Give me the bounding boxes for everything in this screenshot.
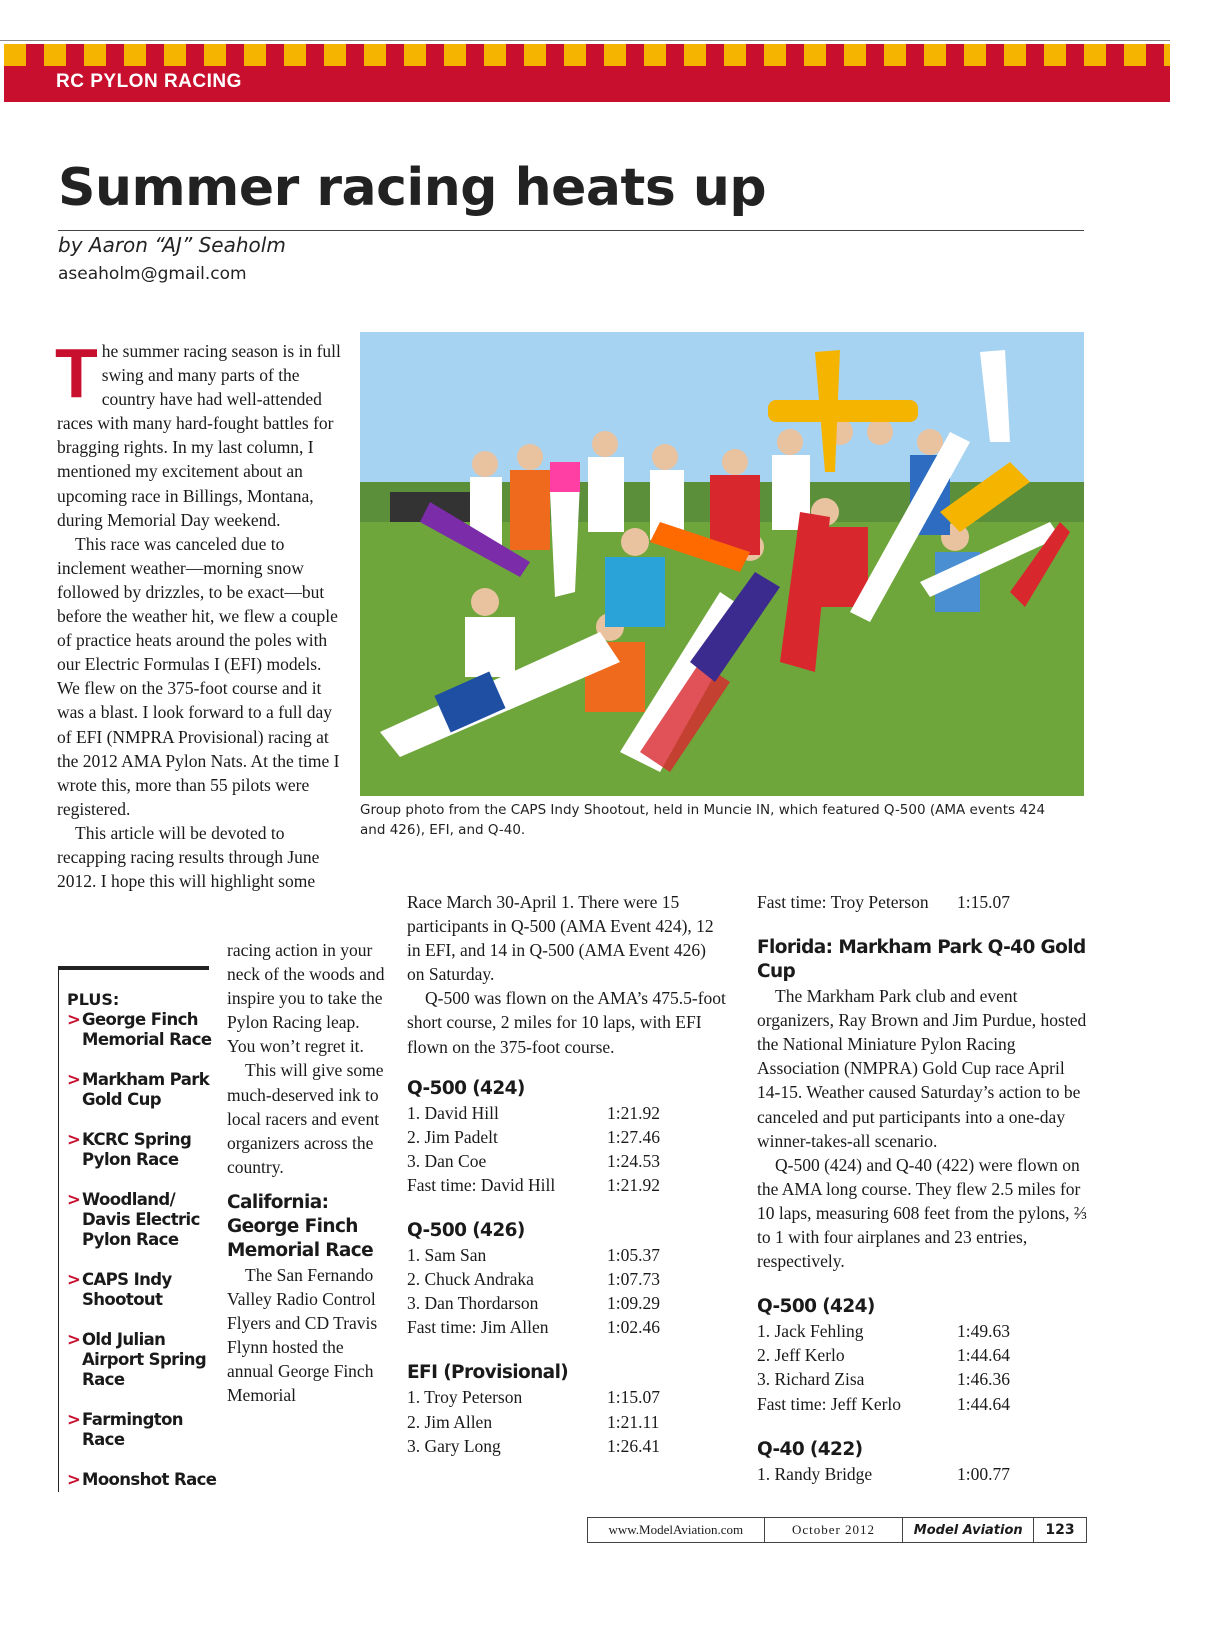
byline: by Aaron “AJ” Seaholm — [58, 233, 286, 257]
page-footer — [587, 1517, 1087, 1543]
results-column-3 — [757, 890, 1087, 1486]
result-row: Fast time: Troy Peterson 1:15.07 — [757, 892, 1010, 912]
col2-paragraph-1: Race March 30-April 1. There were 15 participants in Q-500 (AMA Event 424), 12 in EFI, and 14 in Q-500 (AMA Event 426) on Saturday. — [407, 892, 714, 985]
footer-url[interactable]: www.ModelAviation.com — [588, 1518, 765, 1542]
plus-item[interactable]: > George Finch Memorial Race — [67, 1010, 212, 1049]
continuation-paragraph-1: racing action in your neck of the woods and inspire you to take the Pylon Racing leap. You won’t regret it. — [227, 940, 385, 1057]
california-heading: California: George Finch Memorial Race — [227, 1191, 374, 1261]
result-row: Fast time: Jeff Kerlo 1:44.64 — [757, 1393, 1010, 1414]
checker-pattern — [4, 44, 1170, 66]
section-label: RC PYLON RACING — [56, 71, 242, 92]
title-rule — [58, 230, 1084, 231]
plus-item[interactable]: > Old Julian Airport Spring Race — [67, 1330, 207, 1389]
california-paragraph-1: The San Fernando Valley Radio Control Flyers and CD Travis Flynn hosted the annual George Finch Memorial — [227, 1264, 378, 1406]
intro-column — [55, 334, 347, 893]
result-row: Fast time: Jim Allen 1:02.46 — [407, 1317, 660, 1338]
result-row: 1. Randy Bridge 1:00.77 — [757, 1463, 1010, 1484]
photo-illustration — [360, 332, 1084, 796]
result-row: 2. Chuck Andraka 1:07.73 — [407, 1269, 660, 1290]
result-row: Fast time: David Hill 1:21.92 — [407, 1174, 660, 1195]
group-photo — [360, 332, 1084, 796]
top-rule — [0, 40, 1170, 41]
arrow-icon: > — [67, 1130, 81, 1149]
results-heading: Q-500 (426) — [407, 1220, 525, 1242]
plus-item[interactable]: > Woodland/ Davis Electric Pylon Race — [67, 1190, 200, 1249]
florida-heading: Florida: Markham Park Q-40 Gold Cup — [757, 937, 1086, 983]
article-title: Summer racing heats up — [58, 158, 767, 218]
arrow-icon: > — [67, 1470, 81, 1489]
intro-paragraph-3: This article will be devoted to recapping racing results through June 2012. I hope this will highlight some — [57, 822, 320, 892]
result-row: 3. Gary Long 1:26.41 — [407, 1435, 660, 1456]
results-column-2 — [407, 890, 727, 1458]
footer-magazine: Model Aviation — [903, 1518, 1034, 1542]
plus-heading: PLUS: — [67, 990, 120, 1009]
results-heading: Q-500 (424) — [407, 1077, 525, 1099]
intro-paragraph-2: This race was canceled due to inclement weather—morning snow followed by drizzles, to be exact—but before the weather hit, we flew a couple of practice heats around the poles with our Electric Formulas I (EFI) models. We flew on the 375-foot course and it was a blast. I look forward to a full day of EFI (NMPRA Provisional) racing at the 2012 AMA Pylon Nats. At the time I wrote this, more than 55 pilots were registered. — [57, 533, 340, 819]
section-band — [4, 44, 1170, 102]
result-row: 1. David Hill 1:21.92 — [407, 1102, 660, 1123]
arrow-icon: > — [67, 1410, 81, 1429]
plus-item[interactable]: > Markham Park Gold Cup — [67, 1070, 210, 1109]
results-heading: Q-40 (422) — [757, 1438, 863, 1460]
drop-cap: T — [55, 334, 98, 412]
arrow-icon: > — [67, 1270, 81, 1289]
result-row: 2. Jim Allen 1:21.11 — [407, 1411, 660, 1432]
florida-paragraph-2: Q-500 (424) and Q-40 (422) were flown on the AMA long course. They flew 2.5 miles for 10 laps, measuring 608 feet from the pylons, ⅔ to 1 with four airplanes and 23 entries, respectively. — [757, 1154, 1088, 1272]
arrow-icon: > — [67, 1070, 81, 1089]
continuation-column — [227, 938, 387, 1408]
results-heading: Q-500 (424) — [757, 1296, 875, 1318]
plus-item[interactable]: > Farmington Race — [67, 1410, 183, 1449]
result-row: 2. Jim Padelt 1:27.46 — [407, 1126, 660, 1147]
results-heading: EFI (Provisional) — [407, 1362, 569, 1384]
result-row: 1. Sam San 1:05.37 — [407, 1245, 660, 1266]
plus-sidebar — [58, 966, 217, 1492]
col2-paragraph-2: Q-500 was flown on the AMA’s 475.5-foot short course, 2 miles for 10 laps, with EFI flown on the 375-foot course. — [407, 988, 726, 1057]
author-email[interactable]: aseaholm@gmail.com — [58, 264, 247, 284]
continuation-paragraph-2: This will give some much-deserved ink to local racers and event organizers across the country. — [227, 1060, 384, 1177]
intro-paragraph-1 — [55, 334, 347, 532]
footer-date: October 2012 — [765, 1518, 904, 1542]
result-row: 1. Troy Peterson 1:15.07 — [407, 1387, 660, 1408]
result-row: 3. Dan Coe 1:24.53 — [407, 1150, 660, 1171]
plus-item[interactable]: > Moonshot Race — [67, 1470, 217, 1489]
plus-item[interactable]: > KCRC Spring Pylon Race — [67, 1130, 192, 1169]
florida-paragraph-1: The Markham Park club and event organizers, Ray Brown and Jim Purdue, hosted the National Miniature Pylon Racing Association (NMPRA) Gold Cup race April 14-15. Weather caused Saturday’s action to be canceled and put participants into a one-day winner-takes-all scenario. — [757, 986, 1087, 1151]
plus-list — [67, 1010, 222, 1490]
arrow-icon: > — [67, 1010, 81, 1029]
plus-item[interactable]: > CAPS Indy Shootout — [67, 1270, 172, 1309]
photo-caption: Group photo from the CAPS Indy Shootout, held in Muncie IN, which featured Q-500 (AMA events 424 and 426), EFI, and Q-40. — [360, 802, 1046, 838]
arrow-icon: > — [67, 1330, 81, 1349]
result-row: 2. Jeff Kerlo 1:44.64 — [757, 1345, 1010, 1366]
result-row: 1. Jack Fehling 1:49.63 — [757, 1321, 1010, 1342]
arrow-icon: > — [67, 1190, 81, 1209]
page-number: 123 — [1045, 1522, 1075, 1538]
result-row: 3. Richard Zisa 1:46.36 — [757, 1369, 1010, 1390]
result-row: 3. Dan Thordarson 1:09.29 — [407, 1293, 660, 1314]
intro-text-1: he summer racing season is in full swing and many parts of the country have had well-attended races with many hard-fought battles for bragging rights. In my last column, I mentioned my excitement about an upcoming race in Billings, Montana, during Memorial Day weekend. — [57, 341, 341, 530]
